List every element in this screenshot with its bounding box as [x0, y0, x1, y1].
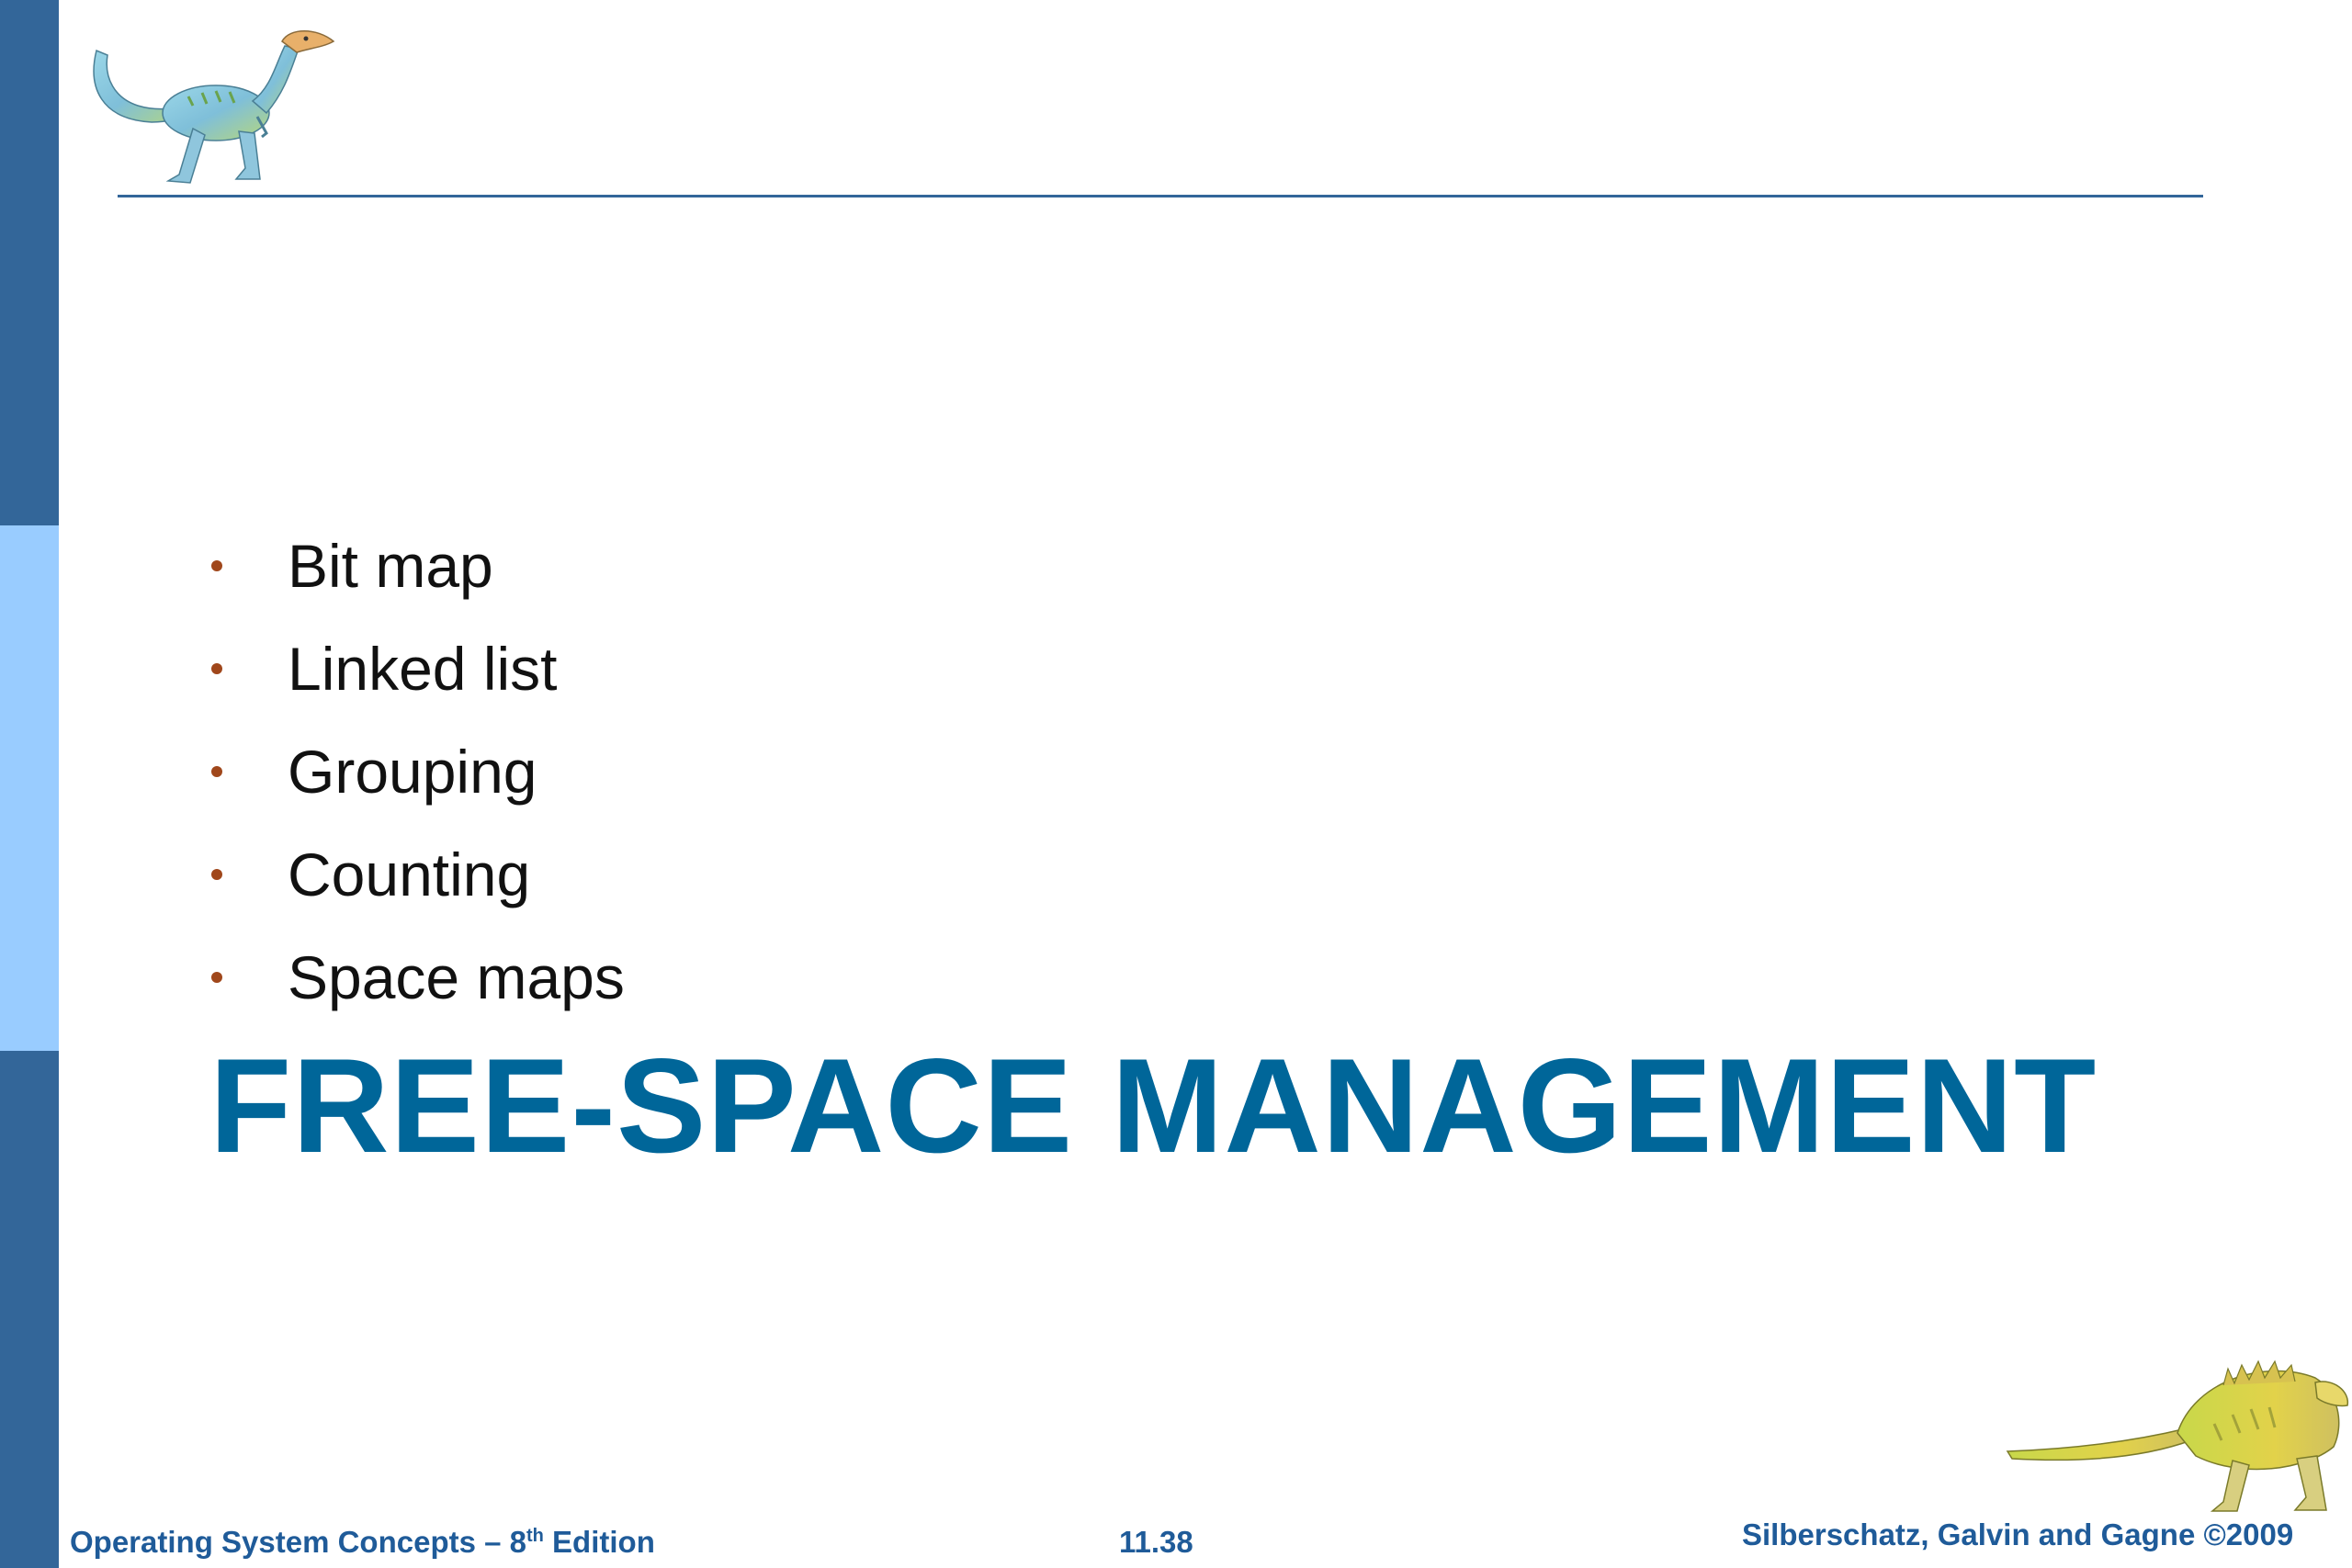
list-item — [207, 514, 625, 617]
bullet-text: Counting — [288, 840, 531, 908]
list-item — [207, 617, 625, 720]
bullet-icon — [211, 972, 222, 983]
list-item — [207, 720, 625, 823]
sidebar-stripe-middle — [0, 525, 59, 1051]
footer-book-title — [70, 1525, 655, 1560]
bullet-text: Space maps — [288, 943, 625, 1011]
sidebar-stripe-bottom — [0, 1051, 59, 1568]
bullet-text: Grouping — [288, 738, 537, 806]
list-item — [207, 926, 625, 1029]
header-divider — [118, 195, 2203, 197]
footer-book-suffix: Edition — [543, 1525, 655, 1559]
slide-title: FREE-SPACE MANAGEMENT — [209, 1031, 2098, 1180]
sidebar-stripe-top — [0, 0, 59, 525]
dinosaur-bottom-icon — [2003, 1341, 2352, 1525]
bullet-text: Bit map — [288, 532, 493, 600]
bullet-list — [207, 514, 625, 1029]
bullet-icon — [211, 560, 222, 571]
footer-copyright: Silberschatz, Galvin and Gagne ©2009 — [1742, 1517, 2294, 1551]
dinosaur-top-icon — [87, 14, 363, 197]
footer-book-prefix: Operating System Concepts – 8 — [70, 1525, 526, 1559]
bullet-icon — [211, 766, 222, 777]
list-item — [207, 823, 625, 926]
bullet-icon — [211, 869, 222, 880]
bullet-icon — [211, 663, 222, 674]
footer-book-superscript: th — [526, 1526, 544, 1546]
footer-page-number: 11.38 — [1119, 1525, 1193, 1559]
bullet-text: Linked list — [288, 635, 558, 703]
